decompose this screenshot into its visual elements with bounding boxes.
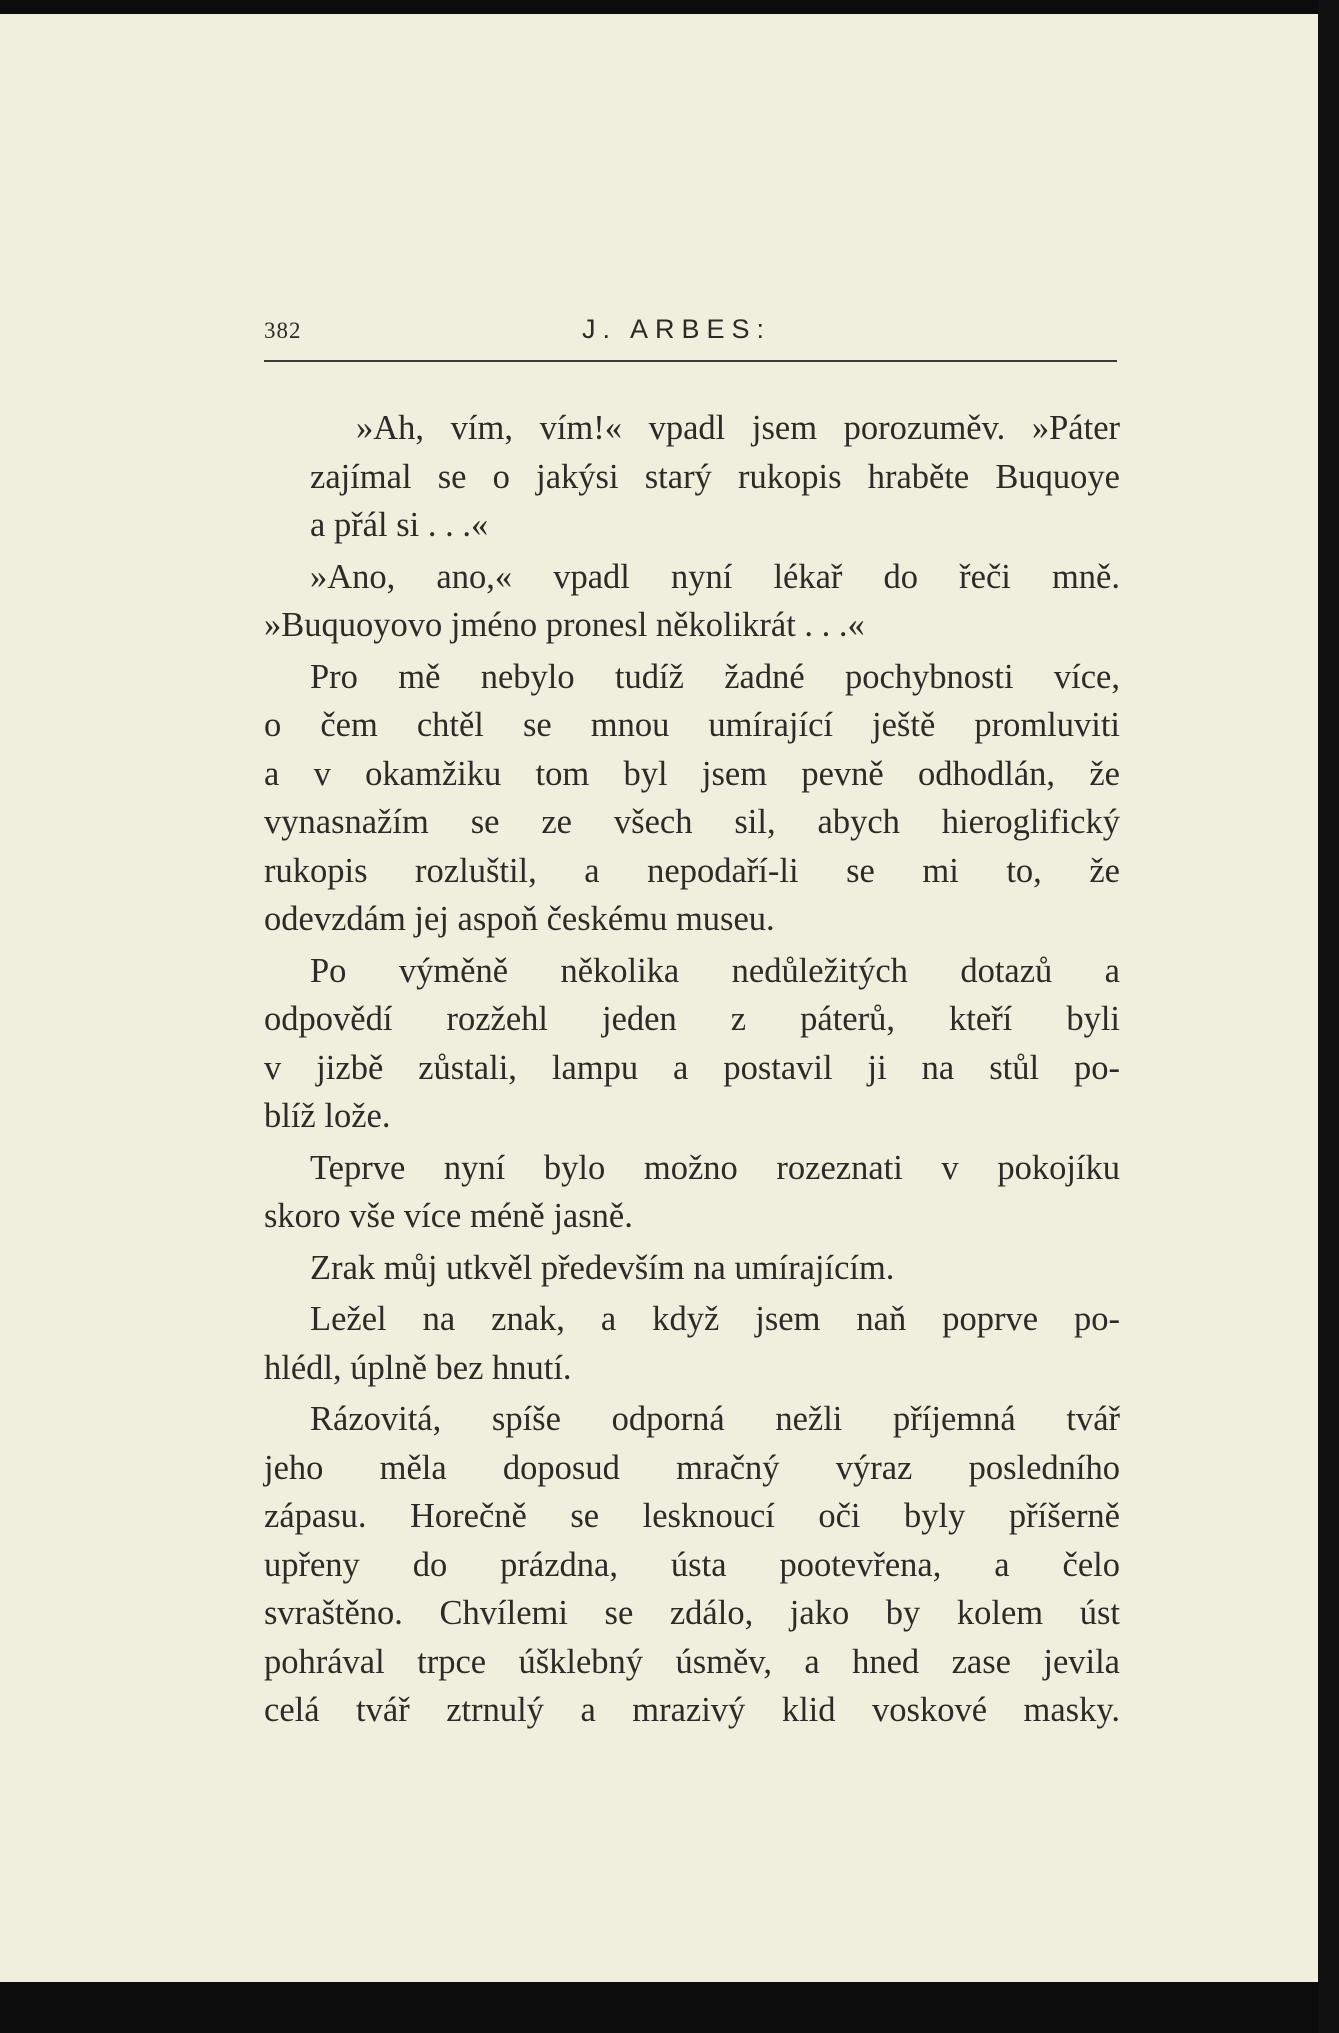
text-line: zápasu. Horečně se lesknoucí oči byly příšerně: [264, 1497, 1120, 1535]
header-rule: [264, 360, 1117, 362]
text-line: skoro vše více méně jasně.: [264, 1197, 633, 1235]
page-number: 382: [264, 318, 302, 343]
page-header: [264, 302, 1117, 342]
text-line: v jizbě zůstali, lampu a postavil ji na stůl po-: [264, 1048, 1120, 1087]
paragraph: [264, 1295, 1120, 1392]
text-line: odpovědí rozžehl jeden z páterů, kteří byli: [264, 1000, 1120, 1038]
paragraph: [264, 1144, 1120, 1241]
text-line: Zrak můj utkvěl především na umírajícím.: [310, 1248, 895, 1287]
text-line: odevzdám jej aspoň českému museu.: [264, 900, 775, 938]
paragraph: [264, 553, 1120, 650]
text-line: zajímal se o jakýsi starý rukopis hraběte Buquoye: [310, 457, 1120, 496]
page-edge: [1318, 0, 1339, 2033]
paragraph: [264, 1244, 1120, 1293]
text-line: jeho měla doposud mračný výraz posledního: [264, 1448, 1120, 1487]
paragraph: [264, 404, 1120, 550]
text-line: hlédl, úplně bez hnutí.: [264, 1348, 572, 1387]
text-line: celá tvář ztrnulý a mrazivý klid voskové masky.: [264, 1691, 1120, 1729]
text-line: Po výměně několika nedůležitých dotazů a: [310, 951, 1120, 990]
text-line: a v okamžiku tom byl jsem pevně odhodlán, že: [264, 754, 1120, 793]
body-text: [264, 404, 1120, 1735]
text-line: Teprve nyní bylo možno rozeznati v pokojíku: [310, 1148, 1120, 1187]
running-head: J. ARBES:: [582, 314, 772, 344]
paragraph: [264, 947, 1120, 1141]
text-line: Pro mě nebylo tudíž žadné pochybnosti více,: [310, 657, 1120, 696]
text-line: Ležel na znak, a když jsem naň poprve po-: [310, 1300, 1120, 1338]
text-line: vynasnažím se ze všech sil, abych hieroglifický: [264, 803, 1120, 841]
text-line: a přál si . . .«: [310, 506, 489, 544]
text-line: »Ano, ano,« vpadl nyní lékař do řeči mně.: [310, 557, 1120, 596]
text-line: »Buquoyovo jméno pronesl několikrát . . .«: [264, 606, 865, 644]
text-line: Rázovitá, spíše odporná nežli příjemná tvář: [310, 1400, 1120, 1438]
text-line: svraštěno. Chvílemi se zdálo, jako by kolem úst: [264, 1594, 1120, 1632]
text-line: pohrával trpce úšklebný úsměv, a hned zase jevila: [264, 1642, 1120, 1681]
text-line: »Ah, vím, vím!« vpadl jsem porozuměv. »Páter: [356, 409, 1120, 447]
paragraph: [264, 653, 1120, 944]
paragraph: [264, 1395, 1120, 1735]
text-line: rukopis rozluštil, a nepodaří-li se mi to, že: [264, 851, 1120, 890]
text-line: blíž lože.: [264, 1097, 391, 1135]
text-line: o čem chtěl se mnou umírající ještě promluviti: [264, 706, 1120, 744]
text-line: upřeny do prázdna, ústa pootevřena, a čelo: [264, 1545, 1120, 1584]
